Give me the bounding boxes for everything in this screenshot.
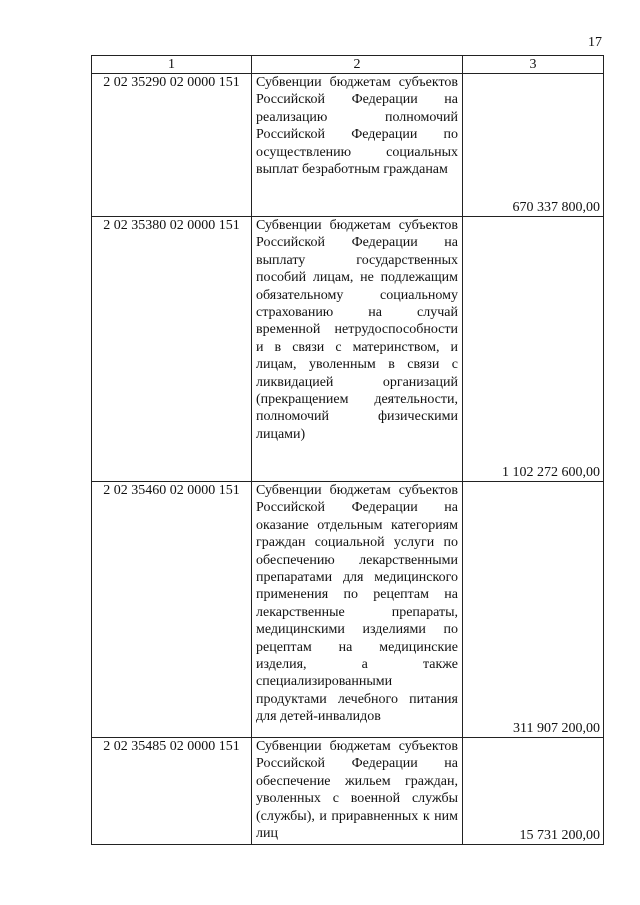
table-row: [92, 217, 604, 482]
column-header-description: 2: [252, 56, 463, 74]
amount-cell: 1 102 272 600,00: [463, 217, 604, 482]
table-row: [92, 482, 604, 738]
column-header-amount: 3: [463, 56, 604, 74]
amount-cell: 670 337 800,00: [463, 74, 604, 217]
table-header-row: [92, 56, 604, 74]
budget-code-cell: 2 02 35485 02 0000 151: [92, 738, 252, 845]
table-header: [92, 56, 604, 74]
table-body: [92, 74, 604, 845]
amount-cell: 15 731 200,00: [463, 738, 604, 845]
column-header-code: 1: [92, 56, 252, 74]
description-cell: Субвенции бюджетам субъектов Российской Федерации на оказание отдельным категориям граждан социальной услуги по обеспечению лекарственными препаратами для медицинского применения по рецептам на лекарственные препараты, медицинскими изделиями по рецептам на медицинские изделия, а также специализированными продуктами лечебного питания для детей-инвалидов: [252, 482, 463, 738]
budget-code-cell: 2 02 35460 02 0000 151: [92, 482, 252, 738]
description-cell: Субвенции бюджетам субъектов Российской Федерации на реализацию полномочий Российской Федерации по осуществлению социальных выплат безработным гражданам: [252, 74, 463, 217]
description-cell: Субвенции бюджетам субъектов Российской Федерации на выплату государственных пособий лицам, не подлежащим обязательному социальному страхованию на случай временной нетрудоспособности и в связи с материнством, и лицам, уволенным в связи с ликвидацией организаций (прекращением деятельности, полномочий физическими лицами): [252, 217, 463, 482]
amount-cell: 311 907 200,00: [463, 482, 604, 738]
budget-code-cell: 2 02 35380 02 0000 151: [92, 217, 252, 482]
table-row: [92, 738, 604, 845]
budget-revenue-table: [91, 55, 604, 845]
budget-code-cell: 2 02 35290 02 0000 151: [92, 74, 252, 217]
table-row: [92, 74, 604, 217]
page-number: 17: [588, 35, 602, 50]
description-cell: Субвенции бюджетам субъектов Российской Федерации на обеспечение жильем граждан, уволенных с военной службы (службы), и приравненных к ним лиц: [252, 738, 463, 845]
